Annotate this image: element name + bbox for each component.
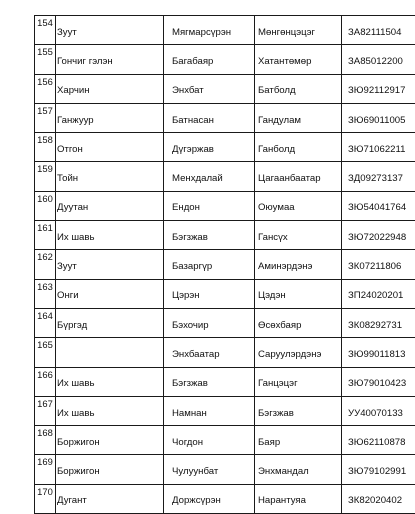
father-name-cell bbox=[164, 426, 255, 455]
row-number bbox=[35, 250, 56, 279]
table-row bbox=[35, 162, 415, 191]
table-row bbox=[35, 221, 415, 250]
clan-name-cell-text: Дуутан bbox=[57, 203, 88, 220]
given-name-cell bbox=[255, 74, 342, 103]
given-name-cell bbox=[255, 308, 342, 337]
table-row bbox=[35, 308, 415, 337]
row-number bbox=[35, 133, 56, 162]
clan-name-cell-text: Бүргэд bbox=[57, 321, 87, 338]
row-number-text: 156 bbox=[37, 77, 53, 86]
table-row bbox=[35, 191, 415, 220]
clan-name-cell bbox=[56, 133, 164, 162]
clan-name-cell-text: Онги bbox=[57, 291, 79, 308]
father-name-cell bbox=[164, 103, 255, 132]
clan-name-cell bbox=[56, 191, 164, 220]
row-number bbox=[35, 426, 56, 455]
row-number bbox=[35, 191, 56, 220]
register-number-cell-text: ЗД09273137 bbox=[348, 174, 403, 191]
given-name-cell-text: Саруулэрдэнэ bbox=[258, 350, 321, 367]
father-name-cell-text: Энхбат bbox=[172, 86, 204, 103]
given-name-cell-text: Хатантөмөр bbox=[258, 57, 311, 74]
register-number-cell-text: ЗЮ99011813 bbox=[348, 350, 405, 367]
register-number-cell bbox=[342, 133, 415, 162]
given-name-cell-text: Батболд bbox=[258, 86, 296, 103]
register-number-cell bbox=[342, 396, 415, 425]
father-name-cell bbox=[164, 74, 255, 103]
father-name-cell-text: Чулуунбат bbox=[172, 467, 218, 484]
clan-name-cell-text: Боржигон bbox=[57, 467, 100, 484]
clan-name-cell bbox=[56, 162, 164, 191]
clan-name-cell bbox=[56, 74, 164, 103]
table-row bbox=[35, 250, 415, 279]
clan-name-cell-text: Харчин bbox=[57, 86, 90, 103]
row-number-text: 157 bbox=[37, 106, 53, 115]
register-number-cell-text: УУ40070133 bbox=[348, 409, 403, 426]
clan-name-cell bbox=[56, 484, 164, 513]
clan-name-cell bbox=[56, 16, 164, 45]
father-name-cell-text: Доржсүрэн bbox=[172, 496, 221, 513]
row-number-text: 158 bbox=[37, 135, 53, 144]
father-name-cell bbox=[164, 16, 255, 45]
given-name-cell-text: Цэдэн bbox=[258, 291, 286, 308]
given-name-cell bbox=[255, 484, 342, 513]
clan-name-cell-text: Их шавь bbox=[57, 379, 95, 396]
row-number-text: 165 bbox=[37, 340, 53, 349]
clan-name-cell-text: Ганжуур bbox=[57, 116, 94, 133]
father-name-cell-text: Бэгзжав bbox=[172, 233, 208, 250]
given-name-cell-text: Гандулам bbox=[258, 116, 301, 133]
clan-name-cell bbox=[56, 45, 164, 74]
clan-name-cell-text: Дугант bbox=[57, 496, 87, 513]
register-number-cell bbox=[342, 279, 415, 308]
given-name-cell-text: Цагаанбаатар bbox=[258, 174, 321, 191]
given-name-cell bbox=[255, 16, 342, 45]
clan-name-cell-text: Гончиг гэлэн bbox=[57, 57, 113, 74]
father-name-cell bbox=[164, 221, 255, 250]
register-number-cell-text: ЗЮ72022948 bbox=[348, 233, 406, 250]
table-row bbox=[35, 484, 415, 513]
row-number bbox=[35, 45, 56, 74]
clan-name-cell-text: Зуут bbox=[57, 262, 77, 279]
row-number bbox=[35, 74, 56, 103]
row-number bbox=[35, 16, 56, 45]
register-number-cell bbox=[342, 484, 415, 513]
given-name-cell bbox=[255, 338, 342, 367]
clan-name-cell bbox=[56, 103, 164, 132]
given-name-cell-text: Бэгзжав bbox=[258, 409, 294, 426]
table-row bbox=[35, 367, 415, 396]
given-name-cell-text: Гансүх bbox=[258, 233, 288, 250]
table-row bbox=[35, 103, 415, 132]
table-body bbox=[35, 16, 415, 514]
clan-name-cell bbox=[56, 338, 164, 367]
table-row bbox=[35, 426, 415, 455]
clan-name-cell-text: Тойн bbox=[57, 174, 78, 191]
given-name-cell bbox=[255, 133, 342, 162]
register-number-cell bbox=[342, 426, 415, 455]
table-row bbox=[35, 279, 415, 308]
clan-name-cell-text: Их шавь bbox=[57, 409, 95, 426]
row-number bbox=[35, 308, 56, 337]
father-name-cell-text: Дүгэржав bbox=[172, 145, 214, 162]
father-name-cell-text: Батнасан bbox=[172, 116, 214, 133]
register-number-cell bbox=[342, 45, 415, 74]
register-number-cell bbox=[342, 191, 415, 220]
row-number bbox=[35, 221, 56, 250]
given-name-cell-text: Энхмандал bbox=[258, 467, 309, 484]
register-number-cell bbox=[342, 16, 415, 45]
table-row bbox=[35, 74, 415, 103]
father-name-cell-text: Цэрэн bbox=[172, 291, 200, 308]
father-name-cell bbox=[164, 484, 255, 513]
row-number bbox=[35, 103, 56, 132]
row-number bbox=[35, 279, 56, 308]
register-number-cell-text: ЗА85012200 bbox=[348, 57, 403, 74]
father-name-cell bbox=[164, 367, 255, 396]
father-name-cell bbox=[164, 308, 255, 337]
row-number-text: 154 bbox=[37, 18, 53, 27]
father-name-cell bbox=[164, 191, 255, 220]
father-name-cell bbox=[164, 250, 255, 279]
given-name-cell-text: Ганболд bbox=[258, 145, 295, 162]
given-name-cell-text: Ганцэцэг bbox=[258, 379, 298, 396]
given-name-cell-text: Өсөхбаяр bbox=[258, 321, 301, 338]
clan-name-cell-text: Зуут bbox=[57, 28, 77, 45]
father-name-cell bbox=[164, 279, 255, 308]
given-name-cell-text: Аминэрдэнэ bbox=[258, 262, 312, 279]
row-number-text: 164 bbox=[37, 311, 53, 320]
register-number-cell bbox=[342, 74, 415, 103]
register-number-cell bbox=[342, 338, 415, 367]
register-number-cell bbox=[342, 221, 415, 250]
father-name-cell-text: Мягмарсүрэн bbox=[172, 28, 231, 45]
row-number bbox=[35, 338, 56, 367]
register-number-cell-text: ЗЮ62110878 bbox=[348, 438, 405, 455]
father-name-cell-text: Базаргүр bbox=[172, 262, 212, 279]
register-number-cell-text: ЗЮ69011005 bbox=[348, 116, 405, 133]
clan-name-cell bbox=[56, 308, 164, 337]
given-name-cell bbox=[255, 426, 342, 455]
clan-name-cell bbox=[56, 426, 164, 455]
father-name-cell-text: Бэгзжав bbox=[172, 379, 208, 396]
clan-name-cell bbox=[56, 279, 164, 308]
given-name-cell bbox=[255, 396, 342, 425]
clan-name-cell-text: Их шавь bbox=[57, 233, 95, 250]
row-number-text: 155 bbox=[37, 47, 53, 56]
register-number-cell bbox=[342, 250, 415, 279]
row-number-text: 163 bbox=[37, 282, 53, 291]
father-name-cell bbox=[164, 133, 255, 162]
father-name-cell-text: Намнан bbox=[172, 409, 207, 426]
register-number-cell-text: ЗЮ54041764 bbox=[348, 203, 406, 220]
given-name-cell-text: Баяр bbox=[258, 438, 280, 455]
row-number-text: 170 bbox=[37, 487, 53, 496]
row-number bbox=[35, 367, 56, 396]
given-name-cell bbox=[255, 279, 342, 308]
register-number-cell-text: ЗЮ92112917 bbox=[348, 86, 405, 103]
given-name-cell-text: Нарантуяа bbox=[258, 496, 306, 513]
row-number-text: 167 bbox=[37, 399, 53, 408]
clan-name-cell bbox=[56, 396, 164, 425]
register-number-cell-text: ЗЮ71062211 bbox=[348, 145, 405, 162]
register-number-cell-text: ЗК07211806 bbox=[348, 262, 401, 279]
register-number-cell-text: ЗЮ79010423 bbox=[348, 379, 406, 396]
table-row bbox=[35, 16, 415, 45]
row-number-text: 159 bbox=[37, 164, 53, 173]
row-number bbox=[35, 484, 56, 513]
register-number-cell bbox=[342, 367, 415, 396]
register-number-cell bbox=[342, 162, 415, 191]
given-name-cell-text: Мөнгөнцэцэг bbox=[258, 28, 315, 45]
clan-name-cell-text: Боржигон bbox=[57, 438, 100, 455]
register-number-cell-text: ЗП24020201 bbox=[348, 291, 403, 308]
father-name-cell-text: Менхдалай bbox=[172, 174, 223, 191]
register-number-cell bbox=[342, 308, 415, 337]
row-number-text: 160 bbox=[37, 194, 53, 203]
clan-name-cell bbox=[56, 221, 164, 250]
table-row bbox=[35, 338, 415, 367]
father-name-cell-text: Ендон bbox=[172, 203, 200, 220]
clan-name-cell-text: Отгон bbox=[57, 145, 83, 162]
row-number bbox=[35, 162, 56, 191]
given-name-cell bbox=[255, 162, 342, 191]
given-name-cell-text: Оюумаа bbox=[258, 203, 295, 220]
father-name-cell bbox=[164, 338, 255, 367]
father-name-cell-text: Чогдон bbox=[172, 438, 203, 455]
table-row bbox=[35, 45, 415, 74]
register-number-cell-text: ЗЮ79102991 bbox=[348, 467, 406, 484]
given-name-cell bbox=[255, 191, 342, 220]
row-number-text: 168 bbox=[37, 428, 53, 437]
register-number-cell-text: ЗК82020402 bbox=[348, 496, 402, 513]
given-name-cell bbox=[255, 221, 342, 250]
clan-name-cell bbox=[56, 367, 164, 396]
row-number bbox=[35, 396, 56, 425]
register-number-cell-text: ЗК08292731 bbox=[348, 321, 402, 338]
clan-name-cell bbox=[56, 250, 164, 279]
table-row bbox=[35, 396, 415, 425]
table-row bbox=[35, 133, 415, 162]
given-name-cell bbox=[255, 45, 342, 74]
row-number-text: 166 bbox=[37, 370, 53, 379]
father-name-cell-text: Багабаяр bbox=[172, 57, 213, 74]
given-name-cell bbox=[255, 103, 342, 132]
row-number-text: 169 bbox=[37, 457, 53, 466]
register-number-cell bbox=[342, 103, 415, 132]
father-name-cell bbox=[164, 396, 255, 425]
row-number-text: 161 bbox=[37, 223, 53, 232]
father-name-cell bbox=[164, 45, 255, 74]
father-name-cell-text: Бэхочир bbox=[172, 321, 209, 338]
citizen-register-table bbox=[34, 15, 415, 514]
given-name-cell bbox=[255, 367, 342, 396]
given-name-cell bbox=[255, 250, 342, 279]
register-number-cell-text: ЗА82111504 bbox=[348, 28, 401, 45]
father-name-cell-text: Энхбаатар bbox=[172, 350, 220, 367]
father-name-cell bbox=[164, 162, 255, 191]
row-number-text: 162 bbox=[37, 252, 53, 261]
